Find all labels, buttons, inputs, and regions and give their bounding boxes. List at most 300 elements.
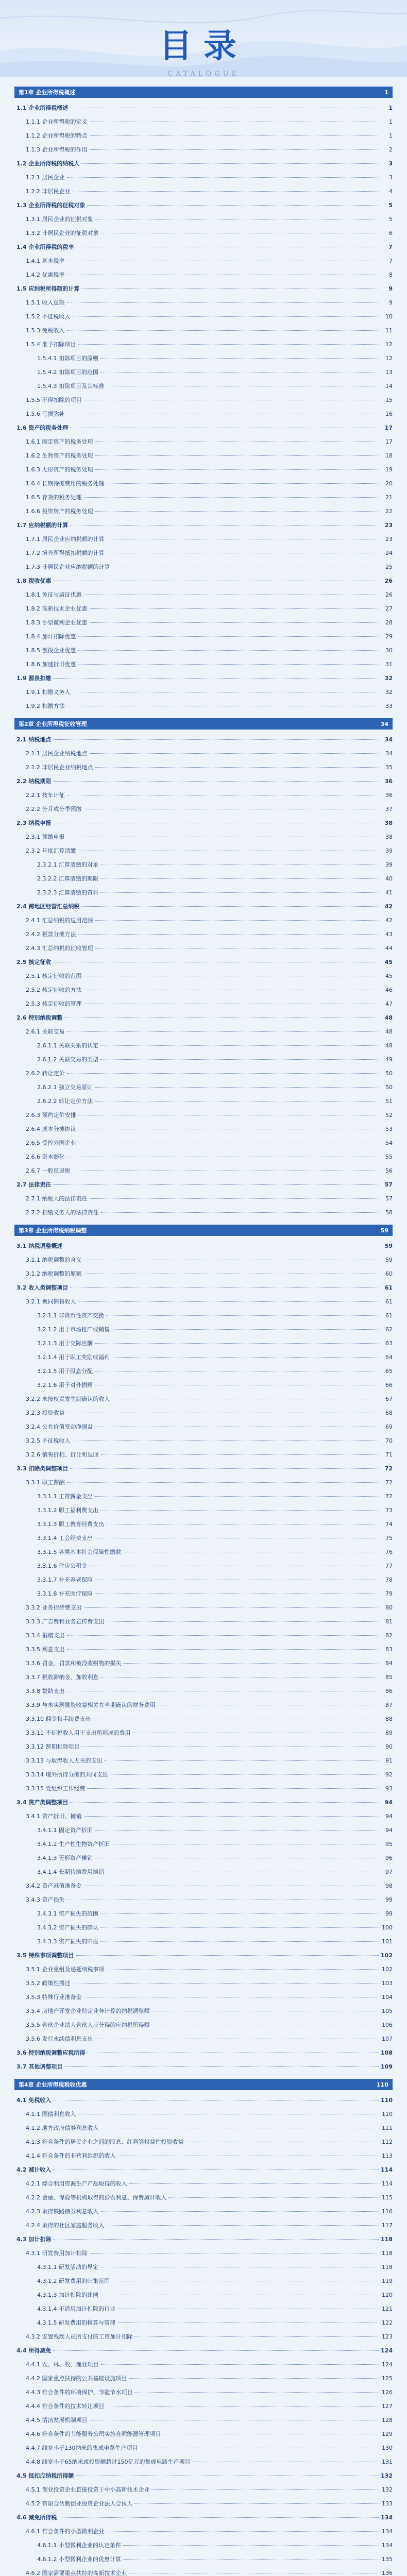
toc-entry[interactable] bbox=[14, 184, 393, 198]
toc-entry[interactable] bbox=[14, 1712, 393, 1726]
toc-entry[interactable] bbox=[14, 830, 393, 844]
toc-entry[interactable] bbox=[14, 2121, 393, 2135]
toc-entry-title: 4.6.1 符合条件的小型微利企业 bbox=[26, 2528, 105, 2535]
toc-entry-title: 2.1.2 非居民企业纳税地点 bbox=[26, 764, 93, 771]
toc-entry-title: 2.6.3 预约定价安排 bbox=[26, 1112, 76, 1118]
toc-entry-page-number: 89 bbox=[385, 1730, 393, 1736]
toc-entry[interactable] bbox=[14, 1976, 393, 1990]
toc-entry[interactable] bbox=[14, 699, 393, 713]
toc-entry-title: 4.4.1 农、林、牧、渔业项目 bbox=[26, 2361, 99, 2368]
toc-entry[interactable] bbox=[14, 1025, 393, 1039]
toc-entry[interactable] bbox=[14, 1754, 393, 1768]
toc-entry-page-number: 107 bbox=[382, 2036, 393, 2042]
toc-entry[interactable] bbox=[14, 115, 393, 129]
toc-entry-page-number: 45 bbox=[384, 959, 393, 965]
toc-entry[interactable] bbox=[14, 2218, 393, 2232]
toc-entry[interactable] bbox=[14, 1253, 393, 1267]
toc-entry[interactable] bbox=[14, 1323, 393, 1336]
toc-entry[interactable] bbox=[14, 1206, 393, 1219]
chapter-heading[interactable] bbox=[14, 1225, 393, 1236]
toc-entry[interactable] bbox=[14, 2497, 393, 2511]
dot-leader bbox=[110, 1774, 379, 1775]
toc-entry[interactable] bbox=[14, 477, 393, 490]
toc-entry-page-number: 60 bbox=[385, 1270, 393, 1277]
toc-entry[interactable] bbox=[14, 1962, 393, 1976]
chapter-page-number: 34 bbox=[380, 720, 388, 727]
toc-entry[interactable] bbox=[14, 685, 393, 699]
toc-entry-page-number: 9 bbox=[388, 285, 393, 292]
toc-entry[interactable] bbox=[14, 733, 393, 747]
toc-entry[interactable] bbox=[14, 643, 393, 657]
toc-entry[interactable] bbox=[14, 1281, 393, 1295]
toc-entry-title: 3.4.1.2 生产性生物资产折旧 bbox=[37, 1841, 110, 1848]
toc-entry-title: 4.4.8 线宽小于65纳米或投资额超过150亿元的集成电路生产项目 bbox=[26, 2459, 191, 2465]
toc-entry[interactable] bbox=[14, 296, 393, 310]
dot-leader bbox=[151, 2489, 379, 2490]
toc-entry-title: 1.5.6 亏损弥补 bbox=[26, 411, 65, 417]
toc-entry-page-number: 129 bbox=[382, 2431, 393, 2437]
toc-entry-page-number: 4 bbox=[389, 188, 393, 195]
toc-entry-page-number: 41 bbox=[385, 889, 393, 896]
toc-entry-page-number: 3 bbox=[388, 160, 393, 167]
toc-entry-title: 2.3.2.1 汇算清缴的对象 bbox=[37, 861, 98, 868]
toc-entry[interactable] bbox=[14, 310, 393, 324]
toc-entry[interactable] bbox=[14, 254, 393, 268]
toc-entry[interactable] bbox=[14, 747, 393, 760]
toc-entry[interactable] bbox=[14, 2524, 393, 2538]
toc-entry-page-number: 27 bbox=[385, 605, 393, 612]
toc-entry[interactable] bbox=[14, 1462, 393, 1476]
toc-entry-page-number: 56 bbox=[385, 1167, 393, 1174]
toc-entry-title: 1.4 企业所得税的税率 bbox=[16, 244, 74, 250]
toc-entry[interactable] bbox=[14, 1642, 393, 1656]
toc-entry[interactable] bbox=[14, 2316, 393, 2330]
dot-leader bbox=[100, 358, 379, 359]
toc-entry[interactable] bbox=[14, 760, 393, 774]
toc-entry-page-number: 50 bbox=[385, 1084, 393, 1091]
toc-entry[interactable] bbox=[14, 1011, 393, 1025]
toc-entry[interactable] bbox=[14, 1295, 393, 1309]
toc-entry[interactable] bbox=[14, 1336, 393, 1350]
toc-entry[interactable] bbox=[14, 1406, 393, 1420]
toc-entry[interactable] bbox=[14, 1879, 393, 1893]
toc-entry[interactable] bbox=[14, 268, 393, 282]
toc-entry-page-number: 19 bbox=[385, 466, 393, 473]
toc-entry-title: 1.9 源泉扣缴 bbox=[16, 675, 52, 682]
toc-entry[interactable] bbox=[14, 2358, 393, 2371]
toc-entry[interactable] bbox=[14, 1136, 393, 1150]
toc-entry[interactable] bbox=[14, 351, 393, 365]
dot-leader bbox=[90, 1198, 380, 1199]
toc-entry-page-number: 88 bbox=[385, 1716, 393, 1722]
toc-entry-page-number: 3 bbox=[389, 174, 393, 181]
toc-entry-title: 3.3.1.1 工资薪金支出 bbox=[37, 1493, 93, 1500]
toc-entry[interactable] bbox=[14, 2232, 393, 2246]
toc-entry[interactable] bbox=[14, 212, 393, 226]
toc-entry[interactable] bbox=[14, 2177, 393, 2191]
toc-entry[interactable] bbox=[14, 1309, 393, 1323]
toc-entry[interactable] bbox=[14, 1267, 393, 1281]
toc-entry-title: 3.3.8 赞助支出 bbox=[26, 1688, 65, 1694]
toc-entry[interactable] bbox=[14, 1629, 393, 1642]
toc-entry[interactable] bbox=[14, 1837, 393, 1851]
dot-leader bbox=[101, 1212, 380, 1213]
toc-entry-page-number: 101 bbox=[382, 1938, 393, 1945]
dot-leader bbox=[78, 934, 380, 935]
toc-entry[interactable] bbox=[14, 407, 393, 421]
toc-entry[interactable] bbox=[14, 393, 393, 407]
toc-entry[interactable] bbox=[14, 1935, 393, 1948]
toc-entry[interactable] bbox=[14, 1684, 393, 1698]
toc-entry[interactable] bbox=[14, 2135, 393, 2149]
toc-entry[interactable] bbox=[14, 1108, 393, 1122]
toc-entry-page-number: 100 bbox=[382, 1924, 393, 1931]
toc-entry[interactable] bbox=[14, 2205, 393, 2218]
toc-entry[interactable] bbox=[14, 282, 393, 296]
toc-entry[interactable] bbox=[14, 463, 393, 477]
toc-entry[interactable] bbox=[14, 365, 393, 379]
dot-leader bbox=[81, 163, 379, 164]
toc-entry[interactable] bbox=[14, 2344, 393, 2358]
toc-entry-title: 4.3.1 研发费用加计扣除 bbox=[26, 2250, 88, 2257]
toc-entry[interactable] bbox=[14, 2046, 393, 2060]
toc-entry[interactable] bbox=[14, 1726, 393, 1740]
toc-entry-page-number: 59 bbox=[385, 1257, 393, 1263]
toc-entry[interactable] bbox=[14, 2093, 393, 2107]
toc-entry[interactable] bbox=[14, 1698, 393, 1712]
dot-leader bbox=[100, 1941, 379, 1942]
toc-entry[interactable] bbox=[14, 2107, 393, 2121]
toc-entry-page-number: 16 bbox=[385, 411, 393, 417]
toc-entry-title: 2.3 纳税申报 bbox=[16, 820, 52, 826]
toc-entry-page-number: 121 bbox=[382, 2306, 393, 2312]
toc-entry[interactable] bbox=[14, 157, 393, 171]
toc-entry-title: 3.2.1.5 用于股息分配 bbox=[37, 1368, 93, 1375]
dot-leader bbox=[87, 205, 379, 206]
toc-entry-title: 2.5.3 核定征收的管理 bbox=[26, 1001, 82, 1007]
toc-entry-title: 4.5.2 有限合伙制创业投资企业法人合伙人 bbox=[26, 2500, 133, 2507]
toc-entry[interactable] bbox=[14, 2511, 393, 2524]
toc-entry[interactable] bbox=[14, 630, 393, 643]
toc-entry[interactable] bbox=[14, 1531, 393, 1545]
toc-entry[interactable] bbox=[14, 240, 393, 254]
toc-entry[interactable] bbox=[14, 1476, 393, 1489]
toc-entry[interactable] bbox=[14, 997, 393, 1011]
toc-entry[interactable] bbox=[14, 1823, 393, 1837]
toc-entry[interactable] bbox=[14, 143, 393, 157]
dot-leader bbox=[73, 1440, 380, 1441]
toc-entry[interactable] bbox=[14, 1122, 393, 1136]
toc-entry[interactable] bbox=[14, 1545, 393, 1559]
toc-entry[interactable] bbox=[14, 1795, 393, 1809]
toc-entry[interactable] bbox=[14, 1150, 393, 1164]
dot-leader bbox=[95, 469, 380, 470]
toc-entry[interactable] bbox=[14, 788, 393, 802]
toc-entry[interactable] bbox=[14, 1192, 393, 1206]
toc-entry[interactable] bbox=[14, 1039, 393, 1053]
toc-entry[interactable] bbox=[14, 1809, 393, 1823]
dot-leader bbox=[95, 1343, 379, 1344]
toc-entry-page-number: 39 bbox=[385, 848, 393, 854]
toc-entry[interactable] bbox=[14, 2004, 393, 2018]
dot-leader bbox=[67, 1073, 380, 1074]
toc-entry[interactable] bbox=[14, 1094, 393, 1108]
dot-leader bbox=[70, 525, 379, 526]
toc-entry-page-number: 40 bbox=[385, 875, 393, 882]
toc-entry[interactable] bbox=[14, 337, 393, 351]
toc-entry[interactable] bbox=[14, 2552, 393, 2566]
toc-entry[interactable] bbox=[14, 2538, 393, 2552]
dot-leader bbox=[78, 344, 380, 345]
toc-entry-title: 2.2.2 分月或分季预缴 bbox=[26, 806, 82, 812]
toc-entry[interactable] bbox=[14, 1990, 393, 2004]
toc-entry[interactable] bbox=[14, 2060, 393, 2074]
toc-entry-page-number: 58 bbox=[385, 1209, 393, 1216]
toc-entry-page-number: 44 bbox=[385, 945, 393, 952]
toc-entry-title: 1.3.2 非居民企业的征税对象 bbox=[26, 230, 99, 236]
chapter-heading[interactable] bbox=[14, 718, 393, 730]
toc-entry[interactable] bbox=[14, 1178, 393, 1192]
toc-entry[interactable] bbox=[14, 858, 393, 872]
toc-entry-title: 3.2.1.1 非货币性资产交换 bbox=[37, 1312, 104, 1319]
toc-entry[interactable] bbox=[14, 449, 393, 463]
toc-entry[interactable] bbox=[14, 955, 393, 969]
dot-leader bbox=[123, 1663, 379, 1664]
toc-entry[interactable] bbox=[14, 2399, 393, 2413]
toc-entry[interactable] bbox=[14, 1782, 393, 1795]
toc-entry[interactable] bbox=[14, 1489, 393, 1503]
toc-entry-title: 2.4 跨地区经营汇总纳税 bbox=[16, 903, 80, 910]
toc-entry[interactable] bbox=[14, 226, 393, 240]
toc-entry-title: 1.6.1 固定资产的税务处理 bbox=[26, 438, 93, 445]
toc-entry-page-number: 111 bbox=[382, 2125, 393, 2131]
dot-leader bbox=[168, 2197, 379, 2198]
toc-entry-page-number: 53 bbox=[385, 1126, 393, 1132]
chapter-title: 第2章 企业所得税征收管理 bbox=[19, 721, 87, 727]
toc-entry[interactable] bbox=[14, 1573, 393, 1587]
toc-entry[interactable] bbox=[14, 886, 393, 900]
toc-entry-page-number: 79 bbox=[385, 1590, 393, 1597]
page-subtitle: CATALOGUE bbox=[167, 70, 240, 77]
toc-entry[interactable] bbox=[14, 1378, 393, 1392]
toc-entry[interactable] bbox=[14, 1656, 393, 1670]
toc-entry[interactable] bbox=[14, 129, 393, 143]
toc-entry-title: 3.3.14 境外所得分摊的共同支出 bbox=[26, 1771, 108, 1778]
toc-entry[interactable] bbox=[14, 324, 393, 337]
toc-entry[interactable] bbox=[14, 2455, 393, 2469]
toc-entry[interactable] bbox=[14, 2018, 393, 2032]
toc-entry[interactable] bbox=[14, 2469, 393, 2483]
toc-entry-title: 1.6.3 无形资产的税务处理 bbox=[26, 466, 93, 473]
toc-entry-title: 4.1.1 国债利息收入 bbox=[26, 2111, 76, 2117]
toc-entry-page-number: 61 bbox=[384, 1284, 393, 1291]
toc-entry-title: 3.3.7 税收滞纳金、加收利息 bbox=[26, 1674, 99, 1681]
toc-entry[interactable] bbox=[14, 588, 393, 602]
toc-entry[interactable] bbox=[14, 1768, 393, 1782]
toc-entry[interactable] bbox=[14, 774, 393, 788]
toc-entry[interactable] bbox=[14, 2483, 393, 2497]
toc-entry-page-number: 48 bbox=[385, 1028, 393, 1035]
dot-leader bbox=[70, 1287, 379, 1288]
toc-entry[interactable] bbox=[14, 1053, 393, 1066]
toc-entry-page-number: 37 bbox=[385, 806, 393, 812]
toc-entry[interactable] bbox=[14, 171, 393, 184]
toc-entry[interactable] bbox=[14, 2441, 393, 2455]
toc-entry[interactable] bbox=[14, 2427, 393, 2441]
toc-entry-page-number: 34 bbox=[385, 750, 393, 757]
toc-entry[interactable] bbox=[14, 379, 393, 393]
toc-entry-title: 3.4 资产类调整项目 bbox=[16, 1799, 69, 1806]
dot-leader bbox=[67, 177, 380, 178]
toc-entry[interactable] bbox=[14, 1601, 393, 1615]
toc-entry[interactable] bbox=[14, 1448, 393, 1462]
toc-entry[interactable] bbox=[14, 2371, 393, 2385]
dot-leader bbox=[67, 302, 380, 303]
chapter-heading[interactable] bbox=[14, 2079, 393, 2090]
toc-entry[interactable] bbox=[14, 574, 393, 588]
toc-entry[interactable] bbox=[14, 504, 393, 518]
toc-entry[interactable] bbox=[14, 2260, 393, 2274]
toc-entry-page-number: 117 bbox=[382, 2222, 393, 2229]
toc-entry[interactable] bbox=[14, 560, 393, 574]
dot-leader bbox=[84, 1607, 380, 1608]
toc-entry[interactable] bbox=[14, 2149, 393, 2163]
toc-entry-title: 4.2.2 金融、保险等机构取得的涉农利息、保费减计收入 bbox=[26, 2194, 167, 2201]
toc-entry-page-number: 10 bbox=[385, 313, 393, 320]
toc-entry-page-number: 123 bbox=[382, 2333, 393, 2340]
toc-entry[interactable] bbox=[14, 2385, 393, 2399]
toc-entry-title: 2.6.2.1 独立交易原则 bbox=[37, 1084, 93, 1091]
toc-entry[interactable] bbox=[14, 1907, 393, 1921]
toc-entry-page-number: 59 bbox=[384, 1243, 393, 1249]
toc-entry-page-number: 49 bbox=[385, 1056, 393, 1063]
dot-leader bbox=[100, 1059, 379, 1060]
toc-entry-page-number: 52 bbox=[385, 1112, 393, 1118]
toc-entry-title: 3.3.15 党组织工作经费 bbox=[26, 1785, 86, 1792]
toc-entry[interactable] bbox=[14, 421, 393, 435]
toc-entry[interactable] bbox=[14, 2032, 393, 2046]
toc-entry-title: 2.6.5 受控外国企业 bbox=[26, 1140, 76, 1146]
toc-entry[interactable] bbox=[14, 1503, 393, 1517]
toc-entry[interactable] bbox=[14, 657, 393, 671]
toc-entry[interactable] bbox=[14, 1080, 393, 1094]
toc-entry[interactable] bbox=[14, 1364, 393, 1378]
toc-entry-page-number: 91 bbox=[385, 1757, 393, 1764]
dot-leader bbox=[84, 1816, 380, 1817]
toc-entry-page-number: 77 bbox=[385, 1563, 393, 1569]
toc-entry[interactable] bbox=[14, 983, 393, 997]
toc-entry-page-number: 17 bbox=[385, 438, 393, 445]
toc-entry[interactable] bbox=[14, 1893, 393, 1907]
header bbox=[0, 0, 407, 77]
toc-entry[interactable] bbox=[14, 969, 393, 983]
toc-entry[interactable] bbox=[14, 198, 393, 212]
toc-entry[interactable] bbox=[14, 1670, 393, 1684]
toc-entry[interactable] bbox=[14, 872, 393, 886]
toc-entry[interactable] bbox=[14, 2246, 393, 2260]
toc-entry-page-number: 67 bbox=[385, 1396, 393, 1402]
toc-entry[interactable] bbox=[14, 844, 393, 858]
toc-entry[interactable] bbox=[14, 1420, 393, 1434]
toc-entry[interactable] bbox=[14, 2330, 393, 2344]
toc-entry-title: 3.3.1 职工薪酬 bbox=[26, 1479, 65, 1486]
toc-entry[interactable] bbox=[14, 913, 393, 927]
dot-leader bbox=[90, 608, 380, 609]
toc-entry-page-number: 66 bbox=[385, 1382, 393, 1388]
toc-entry[interactable] bbox=[14, 490, 393, 504]
toc-entry[interactable] bbox=[14, 671, 393, 685]
dot-leader bbox=[53, 781, 379, 782]
toc-entry-title: 1.9.2 扣缴方法 bbox=[26, 703, 65, 709]
toc-entry[interactable] bbox=[14, 1559, 393, 1573]
toc-entry[interactable] bbox=[14, 1517, 393, 1531]
chapter-heading[interactable] bbox=[14, 87, 393, 98]
toc-entry[interactable] bbox=[14, 616, 393, 630]
toc-entry[interactable] bbox=[14, 1587, 393, 1601]
toc-entry[interactable] bbox=[14, 941, 393, 955]
toc-entry-title: 3.2.5 不征税收入 bbox=[26, 1437, 71, 1444]
toc-entry[interactable] bbox=[14, 1948, 393, 1962]
toc-entry-title: 2.4.2 税款分摊方法 bbox=[26, 931, 76, 938]
toc-entry[interactable] bbox=[14, 546, 393, 560]
toc-entry[interactable] bbox=[14, 1615, 393, 1629]
toc-entry-page-number: 39 bbox=[385, 861, 393, 868]
toc-entry[interactable] bbox=[14, 2302, 393, 2316]
toc-entry-page-number: 94 bbox=[385, 1813, 393, 1820]
toc-entry[interactable] bbox=[14, 1865, 393, 1879]
toc-entry-title: 3.3.1.5 各类基本社会保障性缴款 bbox=[37, 1549, 121, 1555]
toc-entry[interactable] bbox=[14, 602, 393, 616]
toc-entry-title: 3.2.1.4 用于职工奖励或福利 bbox=[37, 1354, 110, 1361]
toc-entry[interactable] bbox=[14, 1851, 393, 1865]
toc-entry-page-number: 7 bbox=[388, 244, 393, 250]
dot-leader bbox=[104, 1760, 379, 1761]
toc-entry[interactable] bbox=[14, 816, 393, 830]
toc-entry[interactable] bbox=[14, 900, 393, 913]
toc-entry[interactable] bbox=[14, 1740, 393, 1754]
toc-entry-page-number: 61 bbox=[385, 1312, 393, 1319]
toc-entry-page-number: 127 bbox=[382, 2403, 393, 2410]
toc-entry[interactable] bbox=[14, 927, 393, 941]
toc-entry[interactable] bbox=[14, 1066, 393, 1080]
toc-entry[interactable] bbox=[14, 1392, 393, 1406]
toc-entry-title: 3.3.11 不征税收入用于支出所形成的费用 bbox=[26, 1730, 131, 1736]
toc-entry[interactable] bbox=[14, 2191, 393, 2205]
toc-entry[interactable] bbox=[14, 2566, 393, 2576]
toc-entry[interactable] bbox=[14, 2288, 393, 2302]
toc-entry[interactable] bbox=[14, 2274, 393, 2288]
toc-entry[interactable] bbox=[14, 802, 393, 816]
toc-entry-title: 4.3.1.5 研发费用的核算与管理 bbox=[37, 2319, 115, 2326]
toc-entry-page-number: 131 bbox=[382, 2459, 393, 2465]
toc-entry[interactable] bbox=[14, 101, 393, 115]
toc-entry[interactable] bbox=[14, 532, 393, 546]
toc-entry[interactable] bbox=[14, 1434, 393, 1448]
toc-entry[interactable] bbox=[14, 435, 393, 449]
toc-entry[interactable] bbox=[14, 2413, 393, 2427]
toc-entry-page-number: 5 bbox=[388, 202, 393, 209]
toc-entry-title: 3.5.5 合伙企业法人合伙人应分得的应纳税所得额 bbox=[26, 2022, 150, 2028]
toc-entry[interactable] bbox=[14, 1350, 393, 1364]
toc-entry-page-number: 18 bbox=[385, 452, 393, 459]
toc-entry[interactable] bbox=[14, 1164, 393, 1178]
toc-entry[interactable] bbox=[14, 1239, 393, 1253]
toc-entry[interactable] bbox=[14, 2163, 393, 2177]
toc-entry[interactable] bbox=[14, 1921, 393, 1935]
toc-entry[interactable] bbox=[14, 518, 393, 532]
toc-entry-page-number: 42 bbox=[385, 917, 393, 924]
toc-entry-page-number: 95 bbox=[385, 1841, 393, 1848]
